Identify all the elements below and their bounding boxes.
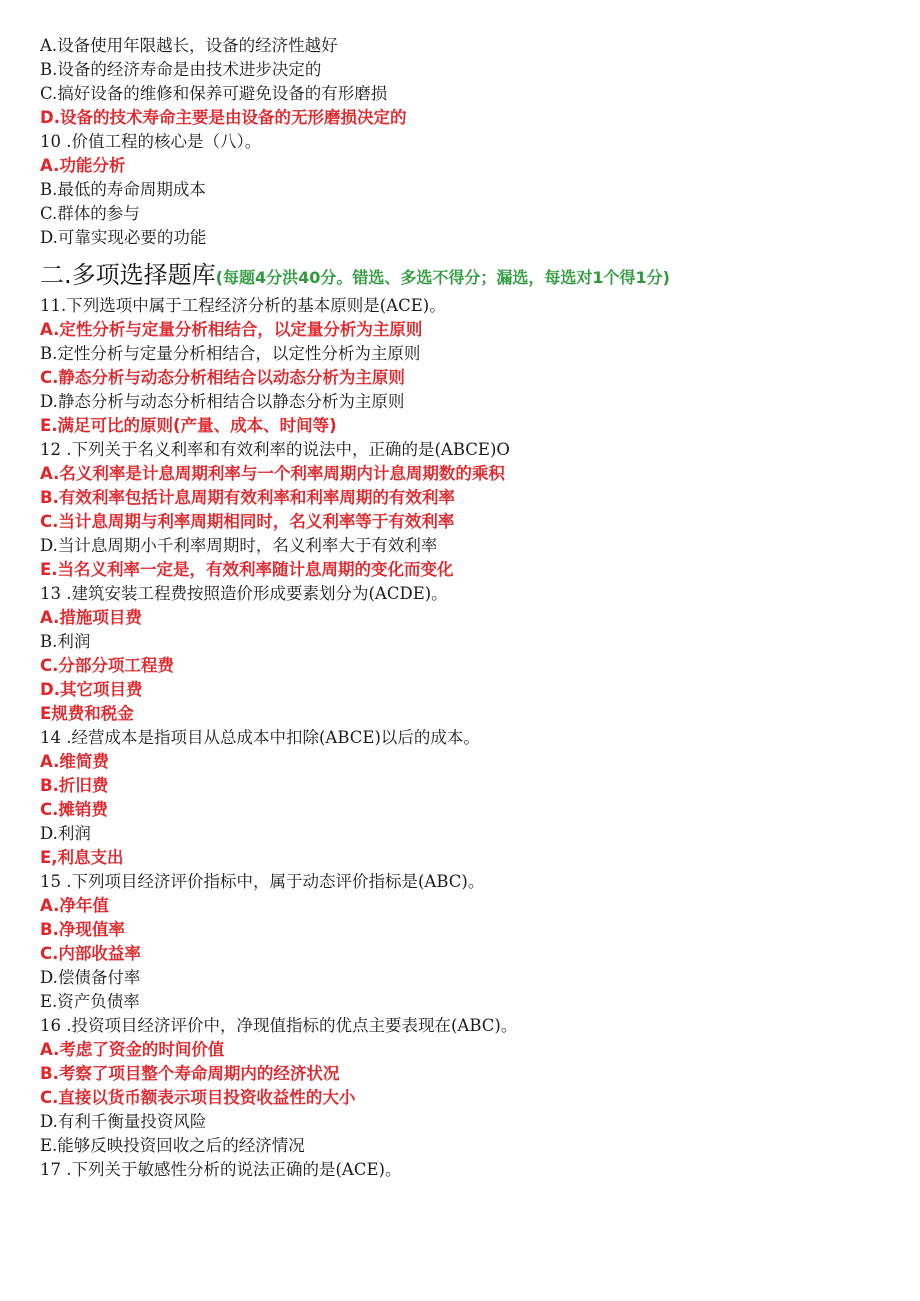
correct-option: E,利息支出 bbox=[40, 848, 124, 867]
option-text: A.设备使用年限越长，设备的经济性越好 bbox=[40, 36, 338, 55]
correct-option: A.净年值 bbox=[40, 896, 109, 915]
option-text: B.最低的寿命周期成本 bbox=[40, 180, 206, 199]
correct-option: E.满足可比的原则(产量、成本、时间等) bbox=[40, 416, 337, 435]
correct-option: D.设备的技术寿命主要是由设备的无形磨损决定的 bbox=[40, 108, 407, 127]
correct-option: A.措施项目费 bbox=[40, 608, 142, 627]
correct-option: A.名义利率是计息周期利率与一个利率周期内计息周期数的乘积 bbox=[40, 464, 505, 483]
option-text: C.搞好设备的维修和保养可避免设备的有形磨损 bbox=[40, 84, 388, 103]
correct-option: A.维简费 bbox=[40, 752, 109, 771]
question-text: 14 .经营成本是指项目从总成本中扣除(ABCE)以后的成本。 bbox=[40, 728, 480, 747]
question-text: 16 .投资项目经济评价中，净现值指标的优点主要表现在(ABC)。 bbox=[40, 1016, 518, 1035]
question-text: 13 .建筑安装工程费按照造价形成要素划分为(ACDE)。 bbox=[40, 584, 448, 603]
correct-option: E规费和税金 bbox=[40, 704, 134, 723]
option-text: E.能够反映投资回收之后的经济情况 bbox=[40, 1136, 305, 1155]
option-text: D.有利千衡量投资风险 bbox=[40, 1112, 207, 1131]
correct-option: B.净现值率 bbox=[40, 920, 125, 939]
question-text: 17 .下列关于敏感性分析的说法正确的是(ACE)。 bbox=[40, 1160, 402, 1179]
question-text: 10 .价值工程的核心是（八）。 bbox=[40, 132, 262, 151]
option-text: D.利润 bbox=[40, 824, 91, 843]
section-scoring-note: (每题4分洪40分。错选、多选不得分；漏选，每选对1个得1分) bbox=[215, 268, 670, 287]
option-text: B.设备的经济寿命是由技术进步决定的 bbox=[40, 60, 322, 79]
correct-option: C.直接以货币额表示项目投资收益性的大小 bbox=[40, 1088, 356, 1107]
option-text: E.资产负债率 bbox=[40, 992, 140, 1011]
correct-option: C.分部分项工程费 bbox=[40, 656, 174, 675]
question-block-single-choice bbox=[40, 34, 900, 250]
correct-option: C.当计息周期与利率周期相同时，名义利率等于有效利率 bbox=[40, 512, 455, 531]
correct-option: A.定性分析与定量分析相结合，以定量分析为主原则 bbox=[40, 320, 423, 339]
option-text: D.可靠实现必要的功能 bbox=[40, 228, 207, 247]
correct-option: B.考察了项目整个寿命周期内的经济状况 bbox=[40, 1064, 340, 1083]
correct-option: E.当名义利率一定是，有效利率随计息周期的变化而变化 bbox=[40, 560, 454, 579]
correct-option: A.考虑了资金的时间价值 bbox=[40, 1040, 225, 1059]
option-text: C.群体的参与 bbox=[40, 204, 140, 223]
question-text: 11.下列选项中属于工程经济分析的基本原则是(ACE)。 bbox=[40, 296, 446, 315]
option-text: D.偿债备付率 bbox=[40, 968, 141, 987]
document-page bbox=[40, 34, 900, 1182]
question-block-multiple-choice bbox=[40, 294, 900, 1182]
section-title: 二.多项选择题库 bbox=[40, 261, 216, 289]
correct-option: C.摊销费 bbox=[40, 800, 108, 819]
question-text: 12 .下列关于名义利率和有效利率的说法中，正确的是(ABCE)O bbox=[40, 440, 510, 459]
option-text: D.静态分析与动态分析相结合以静态分析为主原则 bbox=[40, 392, 405, 411]
correct-option: A.功能分析 bbox=[40, 156, 126, 175]
correct-option: B.折旧费 bbox=[40, 776, 109, 795]
correct-option: B.有效利率包括计息周期有效利率和利率周期的有效利率 bbox=[40, 488, 455, 507]
option-text: B.定性分析与定量分析相结合，以定性分析为主原则 bbox=[40, 344, 421, 363]
correct-option: D.其它项目费 bbox=[40, 680, 143, 699]
option-text: B.利润 bbox=[40, 632, 91, 651]
question-text: 15 .下列项目经济评价指标中，属于动态评价指标是(ABC)。 bbox=[40, 872, 485, 891]
option-text: D.当计息周期小千利率周期时，名义利率大于有效利率 bbox=[40, 536, 438, 555]
correct-option: C.静态分析与动态分析相结合以动态分析为主原则 bbox=[40, 368, 405, 387]
correct-option: C.内部收益率 bbox=[40, 944, 141, 963]
section-heading bbox=[40, 256, 900, 294]
